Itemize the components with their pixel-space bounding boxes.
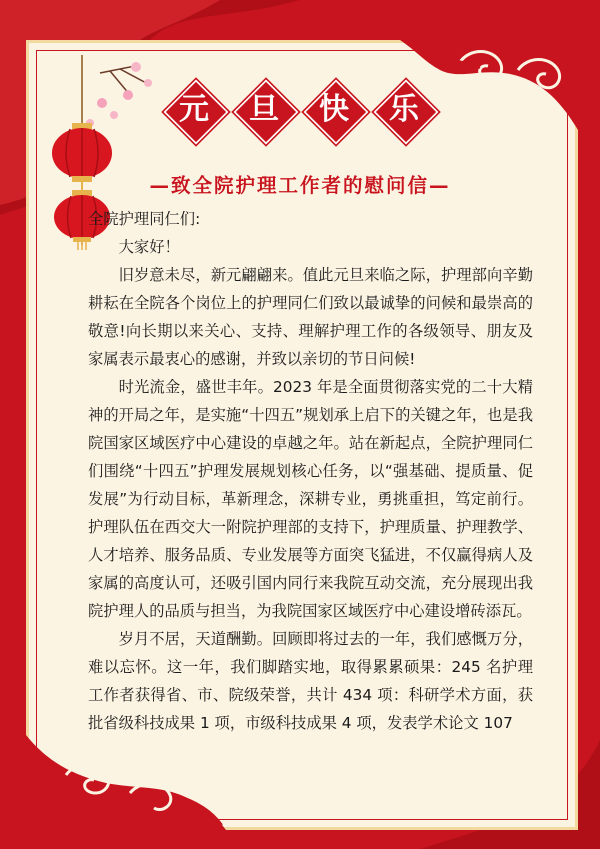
cloud-pattern-icon bbox=[26, 735, 226, 830]
title-char-box bbox=[168, 84, 220, 136]
title-char-box bbox=[378, 84, 430, 136]
letter-salutation: 全院护理同仁们: bbox=[88, 210, 201, 228]
title-char-box bbox=[238, 84, 290, 136]
letter-subtitle: —致全院护理工作者的慰问信— bbox=[149, 174, 451, 197]
title-char-box bbox=[308, 84, 360, 136]
letter-paragraph: 岁月不居，天道酬勤。回顾即将过去的一年，我们感慨万分，难以忘怀。这一年，我们脚踏实地，取得累累硕果：245 名护理工作者获得省、市、院级荣誉，共计 434 项：科研学术方面，获批省级科技成果 1 项，市级科技成果 4 项，发表学术论文 107 bbox=[88, 630, 533, 732]
letter-greeting: 大家好！ bbox=[118, 238, 180, 256]
title-char: 旦 bbox=[249, 92, 279, 127]
letter-paragraph: 时光流金，盛世丰年。2023 年是全面贯彻落实党的二十大精神的开局之年，是实施“十四五”规划承上启下的关键之年，也是我院国家区域医疗中心建设的卓越之年。站在新起点，全院护理同仁们围绕“十四五”护理发展规划核心任务，以“强基础、提质量、促发展”为行动目标，革新理念，深耕专业，勇挑重担，笃定前行。护理队伍在西交大一附院护理部的支持下，护理质量、护理教学、人才培养、服务品质、专业发展等方面突飞猛进，不仅赢得病人及家属的高度认可，还吸引国内同行来我院互动交流，充分展现出我院护理人的品质与担当，为我院国家区域医疗中心建设增砖添瓦。 bbox=[88, 378, 533, 620]
title-char: 快 bbox=[319, 92, 349, 127]
title-char: 乐 bbox=[389, 92, 419, 127]
page-title bbox=[150, 78, 450, 148]
title-char: 元 bbox=[179, 92, 209, 127]
letter-body bbox=[88, 205, 533, 737]
letter-paragraph: 旧岁意未尽，新元翩翩来。值此元旦来临之际，护理部向辛勤耕耘在全院各个岗位上的护理同仁们致以最诚挚的问候和最崇高的敬意!向长期以来关心、支持、理解护理工作的各级领导、朋友及家属表示最衷心的感谢，并致以亲切的节日问候! bbox=[88, 266, 533, 368]
